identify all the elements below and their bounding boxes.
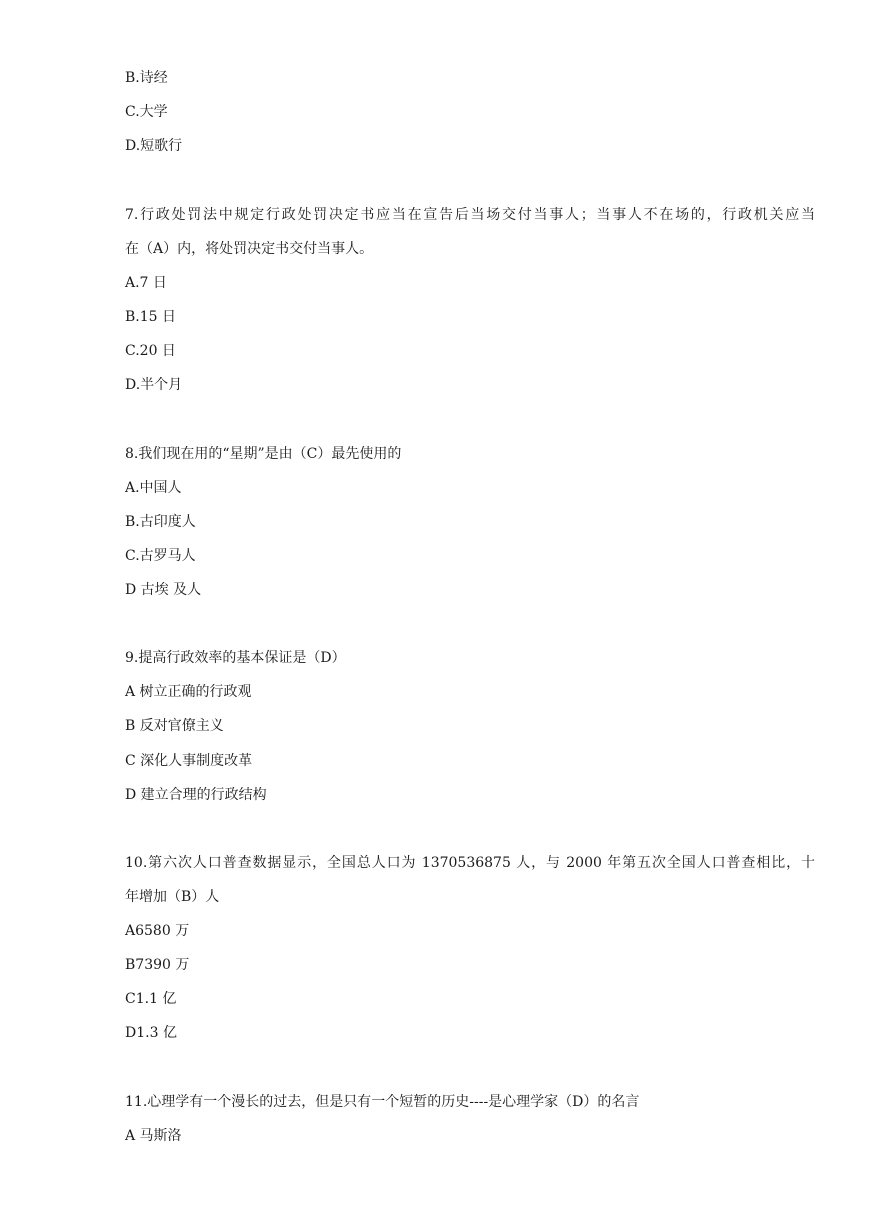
q7-question-line1: 7.行政处罚法中规定行政处罚决定书应当在宣告后当场交付当事人；当事人不在场的，行政机关应当: [125, 207, 815, 223]
q10-question-line2: 年增加（B）人: [125, 889, 220, 905]
q10-option-a: A6580 万: [125, 923, 190, 939]
q10-option-d: D1.3 亿: [125, 1025, 177, 1041]
q8-option-c: C.古罗马人: [125, 548, 196, 564]
q9-option-c: C 深化人事制度改革: [125, 753, 253, 769]
q6-option-c: C.大学: [125, 104, 168, 120]
q8-option-a: A.中国人: [125, 480, 182, 496]
q10-question-line1: 10.第六次人口普查数据显示，全国总人口为 1370536875 人，与 2000 年第五次全国人口普查相比，十: [125, 855, 815, 871]
q6-option-b: B.诗经: [125, 70, 168, 86]
q7-option-b: B.15 日: [125, 309, 177, 325]
q6-option-d: D.短歌行: [125, 138, 183, 154]
q9-option-d: D 建立合理的行政结构: [125, 787, 267, 803]
q11-option-a: A 马斯洛: [125, 1128, 182, 1144]
q9-option-a: A 树立正确的行政观: [125, 684, 252, 700]
q11-question: 11.心理学有一个漫长的过去，但是只有一个短暂的历史----是心理学家（D）的名言: [125, 1094, 640, 1110]
q10-option-c: C1.1 亿: [125, 991, 177, 1007]
q7-question-line2: 在（A）内，将处罚决定书交付当事人。: [125, 241, 374, 257]
q7-option-c: C.20 日: [125, 343, 176, 359]
q7-option-d: D.半个月: [125, 377, 183, 393]
q10-option-b: B7390 万: [125, 957, 190, 973]
q9-option-b: B 反对官僚主义: [125, 718, 224, 734]
q7-option-a: A.7 日: [125, 275, 167, 291]
q8-option-b: B.古印度人: [125, 514, 196, 530]
q8-question: 8.我们现在用的“星期”是由（C）最先使用的: [125, 446, 402, 462]
q9-question: 9.提高行政效率的基本保证是（D）: [125, 650, 346, 666]
q8-option-d: D 古埃 及人: [125, 582, 202, 598]
